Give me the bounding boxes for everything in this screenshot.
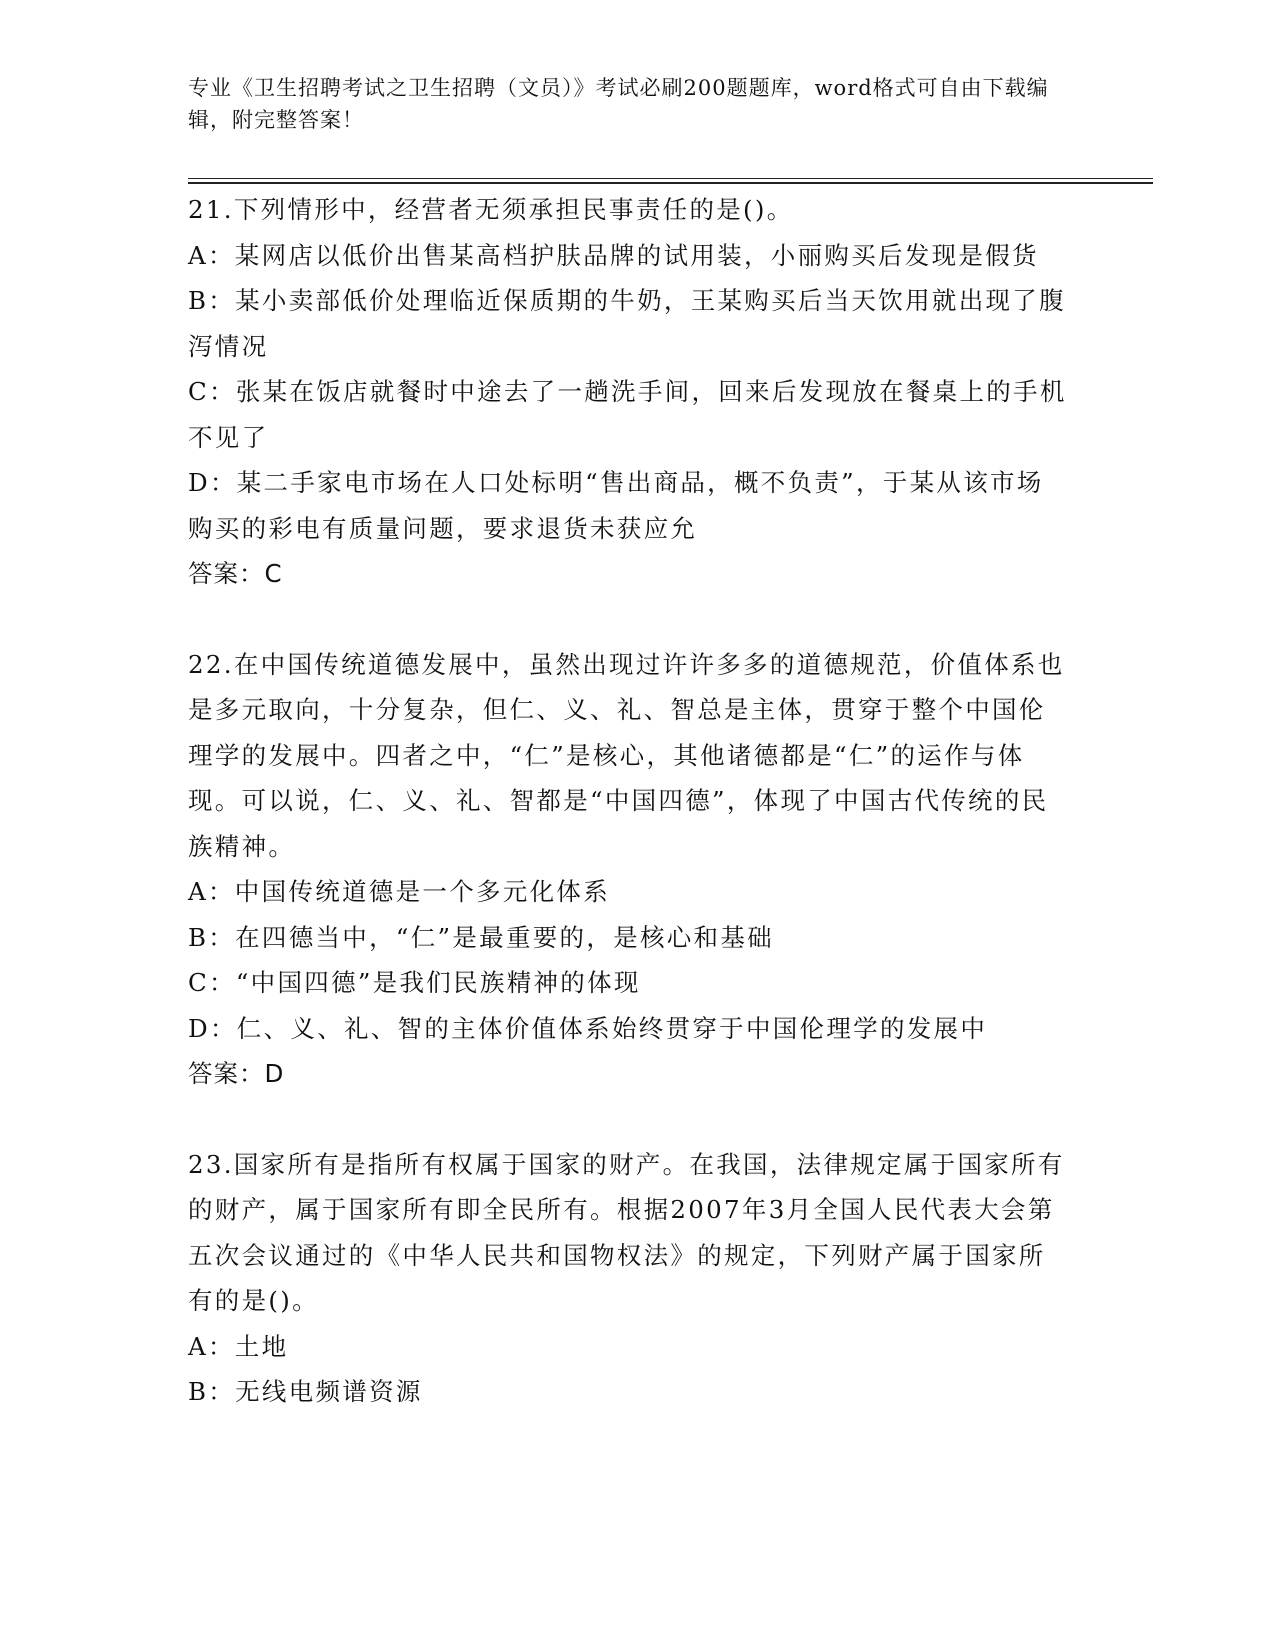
option-a: A：某网店以低价出售某高档护肤品牌的试用装，小丽购买后发现是假货 (188, 240, 1039, 270)
option-b: B：无线电频谱资源 (188, 1377, 423, 1406)
answer-label: 答案：D (188, 1059, 285, 1088)
option-b: B：某小卖部低价处理临近保质期的牛奶，王某购买后当天饮用就出现了腹泻情况 (188, 286, 1066, 361)
question-stem: 21.下列情形中，经营者无须承担民事责任的是()。 (188, 195, 794, 224)
question-22 (188, 642, 1068, 1097)
question-21 (188, 187, 1068, 597)
option-d: D：仁、义、礼、智的主体价值体系始终贯穿于中国伦理学的发展中 (188, 1013, 988, 1043)
question-list (188, 187, 1068, 1415)
option-c: C：张某在饭店就餐时中途去了一趟洗手间，回来后发现放在餐桌上的手机不见了 (188, 377, 1067, 452)
option-a: A：中国传统道德是一个多元化体系 (188, 877, 610, 906)
option-a: A：土地 (188, 1331, 289, 1361)
option-c: C：“中国四德”是我们民族精神的体现 (188, 968, 641, 997)
question-stem: 23.国家所有是指所有权属于国家的财产。在我国，法律规定属于国家所有的财产，属于国家所有即全民所有。根据2007年3月全国人民代表大会第五次会议通过的《中华人民共和国物权法》的规定，下列财产属于国家所有的是()。 (188, 1149, 1065, 1315)
question-23 (188, 1142, 1068, 1415)
question-stem: 22.在中国传统道德发展中，虽然出现过许许多多的道德规范，价值体系也是多元取向，十分复杂，但仁、义、礼、智总是主体，贯穿于整个中国伦理学的发展中。四者之中，“仁”是核心，其他诸德都是“仁”的运作与体现。可以说，仁、义、礼、智都是“中国四德”，体现了中国古代传统的民族精神。 (188, 649, 1065, 861)
option-b: B：在四德当中，“仁”是最重要的，是核心和基础 (188, 922, 774, 952)
answer-label: 答案：C (188, 559, 283, 588)
header-divider-thick (188, 182, 1153, 184)
page-header: 专业《卫生招聘考试之卫生招聘（文员）》考试必刷200题题库，word格式可自由下载编辑，附完整答案！ (188, 76, 1049, 132)
option-d: D：某二手家电市场在人口处标明“售出商品，概不负责”，于某从该市场购买的彩电有质量问题，要求退货未获应允 (188, 468, 1044, 543)
header-divider-thin (188, 178, 1153, 179)
